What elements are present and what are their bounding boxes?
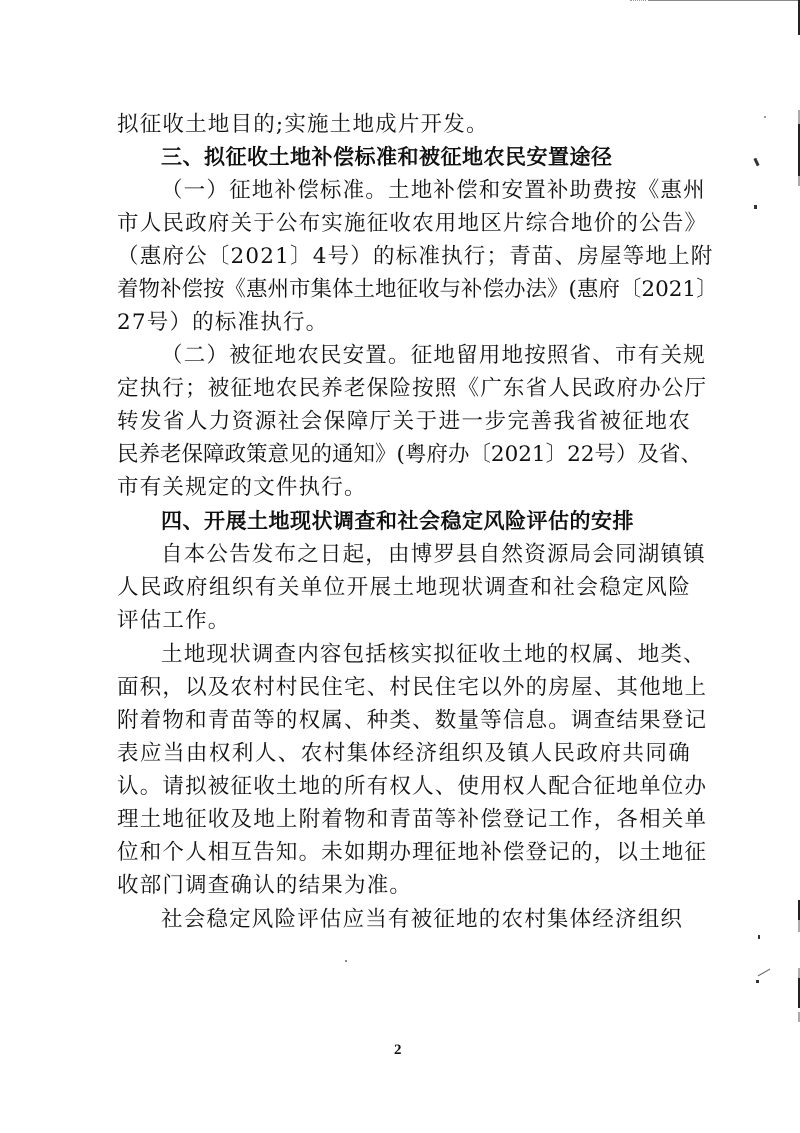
paragraph-line: 社会稳定风险评估应当有被征地的农村集体经济组织: [161, 907, 684, 932]
section-heading: 四、开展土地现状调查和社会稳定风险评估的安排: [161, 509, 634, 533]
scan-top-edge: [648, 0, 798, 1]
scan-speck: [758, 969, 771, 977]
document-body: [117, 108, 718, 936]
scan-speck: [756, 980, 759, 983]
scan-speck: [345, 960, 347, 962]
paragraph-line: 转发省人力资源社会保障厅关于进一步完善我省被征地农: [117, 409, 691, 434]
paragraph-line: 收部门调查确认的结果为准。: [117, 873, 413, 898]
paragraph-line: 认。请拟被征收土地的所有权人、使用权人配合征地单位办: [117, 774, 708, 799]
paragraph-line: 人民政府组织有关单位开展土地现状调查和社会稳定风险: [117, 575, 691, 600]
paragraph-line: 评估工作。: [117, 608, 231, 633]
paragraph-line: 位和个人相互告知。未如期办理征地补偿登记的，以土地征: [117, 840, 708, 865]
paragraph-line: 市有关规定的文件执行。: [117, 475, 367, 500]
paragraph-line: （二）被征地农民安置。征地留用地按照省、市有关规: [161, 343, 706, 368]
paragraph-line: （惠府公〔2021〕4号）的标准执行；青苗、房屋等地上附: [117, 244, 714, 269]
paragraph-line: 着物补偿按《惠州市集体土地征收与补偿办法》(惠府〔2021〕: [117, 277, 718, 302]
paragraph-line: 自本公告发布之日起，由博罗县自然资源局会同湖镇镇: [161, 542, 706, 567]
page-number: 2: [394, 1042, 402, 1058]
paragraph-line: 土地现状调查内容包括核实拟征收土地的权属、地类、: [161, 642, 706, 667]
paragraph-line: 27号）的标准执行。: [117, 310, 329, 335]
scan-edge-mark: [630, 0, 646, 2]
paragraph-line: 表应当由权利人、农村集体经济组织及镇人民政府共同确: [117, 741, 691, 766]
paragraph-line: 市人民政府关于公布实施征收农用地区片综合地价的公告》: [117, 211, 708, 236]
paragraph-line: 理土地征收及地上附着物和青苗等补偿登记工作，各相关单: [117, 807, 708, 832]
paragraph-line: 定执行；被征地农民养老保险按照《广东省人民政府办公厅: [117, 376, 708, 401]
paragraph-line: 附着物和青苗等的权属、种类、数量等信息。调查结果登记: [117, 708, 708, 733]
scan-speck: [764, 116, 766, 118]
paragraph-line: 拟征收土地目的;实施土地成片开发。: [117, 112, 489, 137]
paragraph-line: （一）征地补偿标准。土地补偿和安置补助费按《惠州: [161, 178, 706, 203]
scan-speck: [754, 205, 757, 209]
scan-speck: [753, 158, 759, 167]
section-heading: 三、拟征收土地补偿标准和被征地农民安置途径: [161, 145, 613, 169]
paragraph-line: 面积，以及农村村民住宅、村民住宅以外的房屋、其他地上: [117, 675, 708, 700]
paragraph-line: 民养老保障政策意见的通知》(粤府办〔2021〕22号）及省、: [117, 442, 702, 467]
scan-speck: [758, 935, 760, 939]
